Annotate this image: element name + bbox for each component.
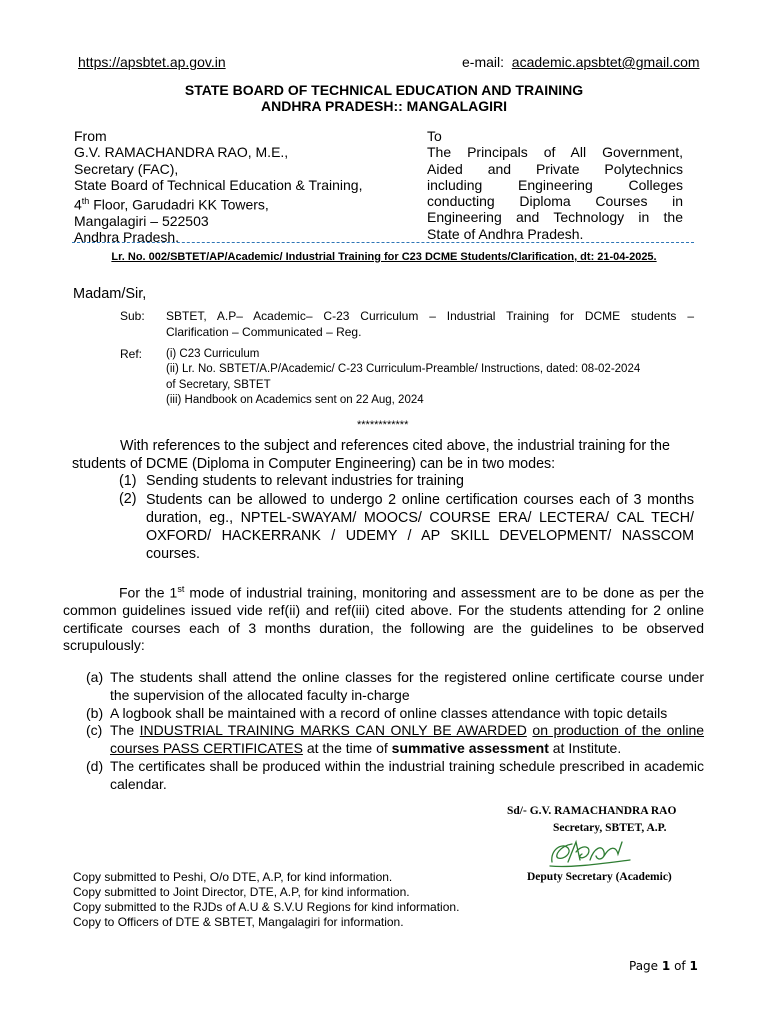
to-line: State of Andhra Pradesh. — [427, 225, 584, 242]
subject-line2: Clarification – Communicated – Reg. — [166, 324, 362, 339]
handwritten-signature — [546, 836, 636, 870]
mode-line: OXFORD/ HACKERRANK / UDEMY / AP SKILL DEVELOPMENT/ NASSCOM — [146, 528, 694, 544]
deputy-secretary-title: Deputy Secretary (Academic) — [527, 871, 672, 883]
mode-line: duration, eg., NPTEL-SWAYAM/ MOOCS/ COURSE ERA/ LECTERA/ CAL TECH/ — [146, 510, 694, 526]
copy-item: Copy submitted to Peshi, O/o DTE, A.P, for kind information. — [73, 870, 393, 884]
reference-item: (iii) Handbook on Academics sent on 22 Aug, 2024 — [166, 393, 424, 406]
guideline-b-text: A logbook shall be maintained with a record of online classes attendance with topic details — [110, 705, 668, 721]
copy-item: Copy to Officers of DTE & SBTET, Mangalagiri for information. — [73, 915, 404, 929]
reference-list — [166, 347, 640, 408]
page-number: Page 1 of 1 — [629, 959, 698, 973]
to-line: Engineering and Technology in the — [427, 209, 683, 226]
guideline-a-number: (a) — [86, 669, 104, 685]
mode-number-2: (2) — [119, 491, 137, 507]
intro-line1: With references to the subject and references cited above, the industrial training for the — [120, 438, 670, 454]
floor-rest: Floor, Garudadri KK Towers, — [89, 196, 269, 213]
subject-line1: SBTET, A.P– Academic– C-23 Curriculum – Industrial Training for DCME students – — [166, 309, 694, 323]
to-line: Aided and Private Polytechnics — [427, 160, 683, 177]
guidelines-intro-line1: For the 1st mode of industrial training, monitoring and assessment are to be done as per the — [119, 584, 705, 601]
from-name: G.V. RAMACHANDRA RAO, M.E., — [74, 144, 289, 161]
to-line: conducting Diploma Courses in — [427, 193, 683, 210]
mode-line: courses. — [146, 546, 201, 562]
separator-stars: ************ — [357, 419, 409, 431]
email-line — [462, 54, 700, 70]
salutation: Madam/Sir, — [73, 286, 147, 302]
guideline-d-number: (d) — [86, 758, 104, 774]
intro-paragraph — [72, 437, 694, 473]
guideline-b-number: (b) — [86, 705, 104, 721]
guidelines-intro-line4: scrupulously: — [63, 637, 145, 654]
subject-label: Sub: — [120, 309, 145, 323]
floor-superscript: th — [81, 196, 90, 207]
from-address — [74, 193, 362, 213]
guideline-a-text: The students shall attend the online classes for the registered online certificate course under the supervision of the allocated faculty in-charge — [110, 669, 704, 703]
signed-by: Sd/- G.V. RAMACHANDRA RAO — [507, 805, 677, 817]
guideline-d-text: The certificates shall be produced within the industrial training schedule prescribed in academic calendar. — [110, 758, 704, 792]
mode-text-2 — [146, 491, 694, 563]
reference-item: (ii) Lr. No. SBTET/A.P/Academic/ C-23 Curriculum-Preamble/ Instructions, dated: 08-02-2024 — [166, 363, 641, 376]
email-link[interactable]: academic.apsbtet@gmail.com — [511, 54, 700, 70]
intro-line2: students of DCME (Diploma in Computer Engineering) can be in two modes: — [72, 456, 556, 472]
website-link[interactable]: https://apsbtet.ap.gov.in — [78, 54, 226, 70]
board-title-line2: ANDHRA PRADESH:: MANGALAGIRI — [260, 98, 508, 114]
mode-number-1: (1) — [119, 473, 137, 489]
mode-line: Students can be allowed to undergo 2 online certification courses each of 3 months — [146, 492, 694, 508]
from-city: Mangalagiri – 522503 — [74, 213, 209, 230]
mode-text-1: Sending students to relevant industries for training — [146, 473, 464, 489]
guideline-c-text: The INDUSTRIAL TRAINING MARKS CAN ONLY BE AWARDED on production of the online courses PASS CERTIFICATES at the time of summative assessment at Institute. — [110, 722, 705, 756]
reference-item: (i) C23 Curriculum — [166, 348, 260, 360]
reference-label: Ref: — [120, 347, 143, 361]
from-org: State Board of Technical Education & Training, — [74, 176, 363, 193]
copy-item: Copy submitted to the RJDs of A.U & S.V.U Regions for kind information. — [73, 900, 460, 914]
marks-emphasis: INDUSTRIAL TRAINING MARKS CAN ONLY BE AWARDED — [139, 722, 527, 738]
signatory-title: Secretary, SBTET, A.P. — [553, 822, 667, 834]
email-label: e-mail: — [462, 54, 505, 70]
from-block — [74, 128, 362, 246]
board-title-line1: STATE BOARD OF TECHNICAL EDUCATION AND TRAINING — [184, 82, 584, 98]
to-line: The Principals of All Government, — [427, 144, 683, 161]
guidelines-intro-line3: certificate courses each of 3 months duration, the following are the guidelines to be observed — [63, 619, 704, 636]
guideline-c-number: (c) — [86, 722, 103, 738]
to-line: including Engineering Colleges — [427, 176, 683, 193]
from-designation: Secretary (FAC), — [74, 160, 179, 177]
guidelines-intro-line2: common guidelines issued vide ref(ii) and ref(iii) cited above. For the students attending for 2 online — [63, 602, 704, 619]
dashed-divider — [72, 242, 694, 243]
guidelines-intro — [63, 581, 704, 655]
reference-item: of Secretary, SBTET — [166, 378, 271, 391]
subject-text — [166, 309, 694, 340]
to-block — [427, 128, 683, 242]
to-label: To — [427, 128, 442, 144]
floor-number: 4 — [74, 196, 82, 213]
from-label: From — [74, 128, 107, 144]
copy-list — [73, 870, 459, 930]
copy-item: Copy submitted to Joint Director, DTE, A.P, for kind information. — [73, 885, 410, 899]
from-state: Andhra Pradesh. — [74, 229, 180, 246]
letter-reference-number: Lr. No. 002/SBTET/AP/Academic/ Industrial Training for C23 DCME Students/Clarification, dt: 21-04-2025. — [111, 251, 657, 263]
board-title — [0, 82, 768, 114]
summative-emphasis: summative assessment — [391, 739, 549, 756]
